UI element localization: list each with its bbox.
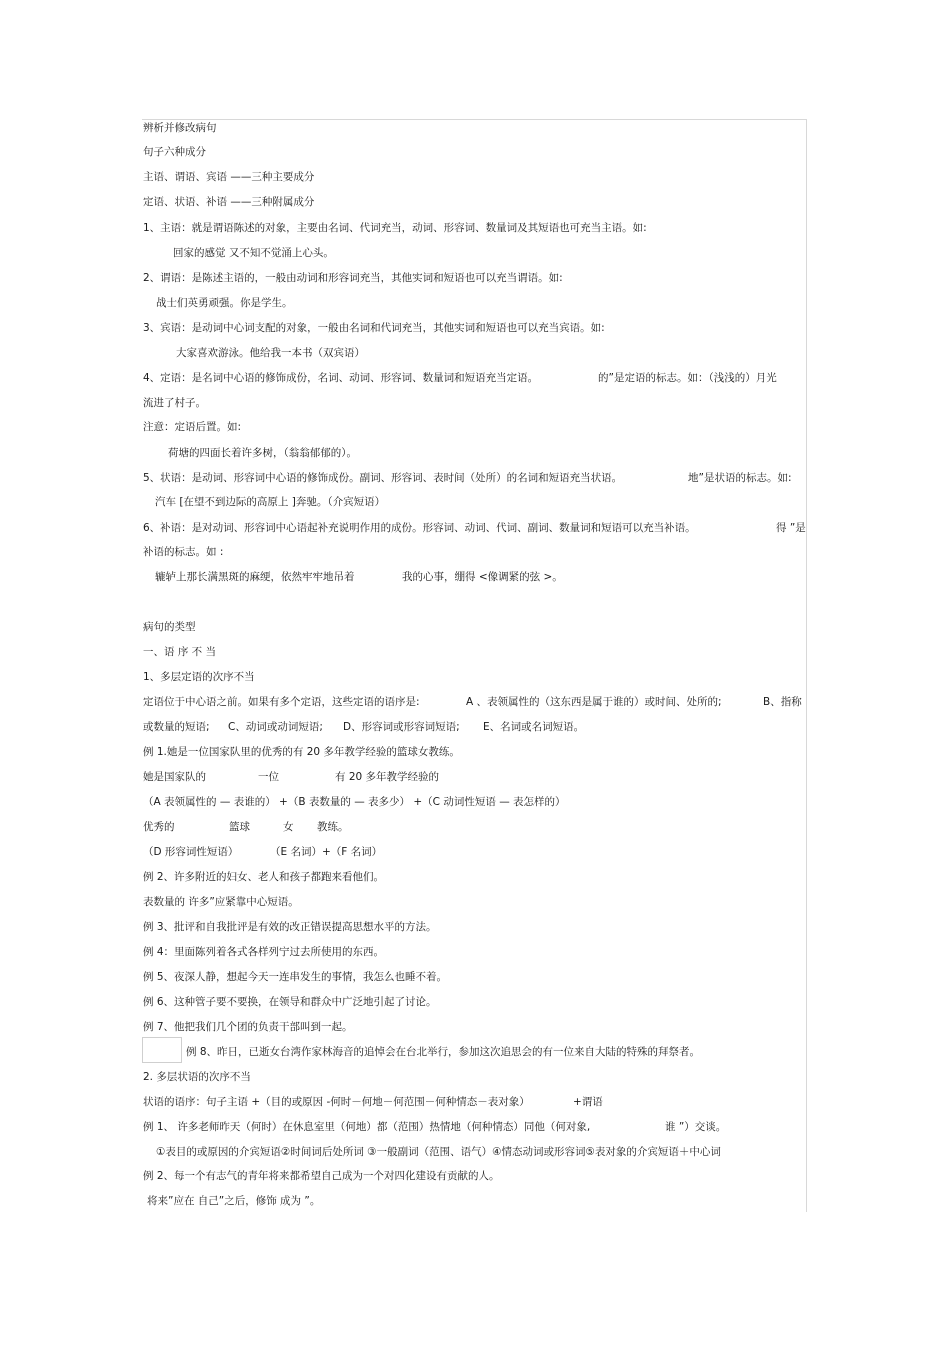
doc-title: 辨析并修改病句: [143, 122, 217, 134]
subsection-1-heading: 1、多层定语的次序不当: [143, 671, 255, 683]
complement-def-a: 6、补语：是对动词、形容词中心语起补充说明作用的成份。形容词、动词、代词、副词、数量词和短语可以充当补语。: [143, 522, 696, 534]
adverbial-def-a: 5、状语：是动词、形容词中心语的修饰成份。副词、形容词、表时间（处所）的名词和短语充当状语。: [143, 472, 623, 484]
example-1-part-g: 教练。: [317, 821, 349, 833]
main-components: 主语、谓语、宾语 ——三种主要成分: [143, 171, 315, 183]
example-1-breakdown: [143, 770, 440, 784]
attributive-order-d: D、形容词或形容词短语;: [343, 721, 460, 733]
adverbial-example: 汽车 [在望不到边际的高原上 ]奔驰。（介宾短语）: [155, 496, 386, 508]
example-1-part-d: 优秀的: [143, 821, 175, 833]
example-1-part-b: 一位: [258, 771, 279, 783]
attributive-order-a: A 、表领属性的（这东西是属于谁的）或时间、处所的;: [466, 696, 722, 708]
subject-example: 回家的感觉 又不知不觉涌上心头。: [173, 247, 334, 259]
example-1-part-c: 有 20 多年教学经验的: [335, 771, 440, 783]
complement-def-cont: 补语的标志。如 :: [143, 546, 224, 558]
example-4: 例 4：里面陈列着各式各样列宁过去所使用的东西。: [143, 946, 385, 958]
attributive-order-b: B、指称: [763, 696, 802, 708]
complement-def-b: 得 ”是: [776, 522, 806, 534]
example-1: 例 1.她是一位国家队里的优秀的有 20 多年教学经验的篮球女教练。: [143, 746, 460, 758]
object-example: 大家喜欢游泳。他给我一本书（双宾语）: [176, 347, 365, 359]
example-8: 例 8、昨日，已逝女台湾作家林海音的追悼会在台北举行，参加这次追思会的有一位来自大陆的特殊的拜祭者。: [186, 1046, 701, 1058]
example-1-label-ef: （E 名词）+（F 名词）: [270, 846, 383, 858]
aux-components: 定语、状语、补语 ——三种附属成分: [143, 196, 315, 208]
example-2-note: 表数量的 许多”应紧靠中心短语。: [143, 896, 299, 908]
complement-example-b: 我的心事，绷得 <像调紧的弦 >。: [402, 571, 563, 583]
subsection-2-heading: 2. 多层状语的次序不当: [143, 1071, 251, 1083]
attributive-order-line-2: [143, 720, 585, 734]
attributive-order-intro: 定语位于中心语之前。如果有多个定语，这些定语的语序是:: [143, 696, 420, 708]
attributive-order-b-cont: 或数量的短语;: [143, 721, 210, 733]
example-7: 例 7、他把我们几个团的负责干部叫到一起。: [143, 1021, 353, 1033]
doc-subtitle: 句子六种成分: [143, 146, 206, 158]
predicate-def: 2、谓语：是陈述主语的，一般由动词和形容词充当，其他实词和短语也可以充当谓语。如:: [143, 272, 563, 284]
example-1-labels-2: [143, 845, 383, 859]
attributive-note: 注意：定语后置。如:: [143, 421, 242, 433]
errors-title: 病句的类型: [143, 621, 196, 633]
example-1-breakdown-2: [143, 820, 349, 834]
example-5: 例 5、夜深人静，想起今天一连串发生的事情，我怎么也睡不着。: [143, 971, 448, 983]
blank-box: [142, 1037, 182, 1063]
attributive-def-cont: 流进了村子。: [143, 397, 206, 409]
example-6: 例 6、这种管子要不要换，在领导和群众中广泛地引起了讨论。: [143, 996, 437, 1008]
adverbial-example-1: [143, 1120, 727, 1134]
example-3: 例 3、批评和自我批评是有效的改正错误提高思想水平的方法。: [143, 921, 437, 933]
attributive-order-e: E、名词或名词短语。: [483, 721, 585, 733]
attributive-def-b: 的”是定语的标志。如：（浅浅的）月光: [598, 372, 777, 384]
example-1-labels: （A 表领属性的 — 表谁的） +（B 表数量的 — 表多少） +（C 动词性短语 — 表怎样的）: [143, 796, 566, 808]
adverbial-example-1-note: ①表目的或原因的介宾短语②时间词后处所词 ③一般副词（范围、语气）④情态动词或形容词⑤表对象的介宾短语＋中心词: [156, 1146, 721, 1158]
object-def: 3、宾语：是动词中心词支配的对象，一般由名词和代词充当，其他实词和短语也可以充当宾语。如:: [143, 322, 605, 334]
example-1-part-a: 她是国家队的: [143, 771, 206, 783]
attributive-def: [143, 371, 777, 385]
attributive-example: 荷塘的四面长着许多树，（翁翁郁郁的）。: [168, 447, 357, 459]
attributive-order-c: C、动词或动词短语;: [228, 721, 323, 733]
adverbial-example-1-a: 例 1、 许多老师昨天（何时）在休息室里（何地）都（范围）热情地（何种情态）同他（何对象,: [143, 1121, 591, 1133]
example-1-part-e: 篮球: [229, 821, 250, 833]
example-1-label-d: （D 形容词性短语）: [143, 846, 239, 858]
adverbial-def: [143, 471, 792, 485]
example-2: 例 2、许多附近的妇女、老人和孩子都跑来看他们。: [143, 871, 385, 883]
adverbial-def-b: 地”是状语的标志。如:: [688, 472, 792, 484]
adverbial-example-1-b: 谁 ”）交谈。: [665, 1121, 727, 1133]
predicate-example: 战士们英勇顽强。你是学生。: [156, 297, 293, 309]
adverbial-order: [143, 1095, 603, 1109]
attributive-order-line-1: [143, 695, 802, 709]
adverbial-order-a: 状语的语序：句子主语 +（目的或原因 -何时－何地－何范围－何种情态－表对象）: [143, 1096, 530, 1108]
attributive-def-a: 4、定语：是名词中心语的修饰成份，名词、动词、形容词、数量词和短语充当定语。: [143, 372, 539, 384]
complement-example: [155, 570, 563, 584]
example-1-part-f: 女: [283, 821, 294, 833]
adverbial-example-2-note: 将来”应在 自己”之后，修饰 成为 ”。: [147, 1195, 321, 1207]
adverbial-order-b: +谓语: [573, 1096, 603, 1108]
complement-def: [143, 521, 806, 535]
complement-example-a: 辘轳上那长满黑斑的麻绠，依然牢牢地吊着: [155, 571, 355, 583]
adverbial-example-2: 例 2、每一个有志气的青年将来都希望自己成为一个对四化建设有贡献的人。: [143, 1170, 500, 1182]
category-1-heading: 一、语 序 不 当: [143, 646, 217, 658]
subject-def: 1、主语：就是谓语陈述的对象，主要由名词、代词充当，动词、形容词、数量词及其短语也可充当主语。如:: [143, 222, 647, 234]
